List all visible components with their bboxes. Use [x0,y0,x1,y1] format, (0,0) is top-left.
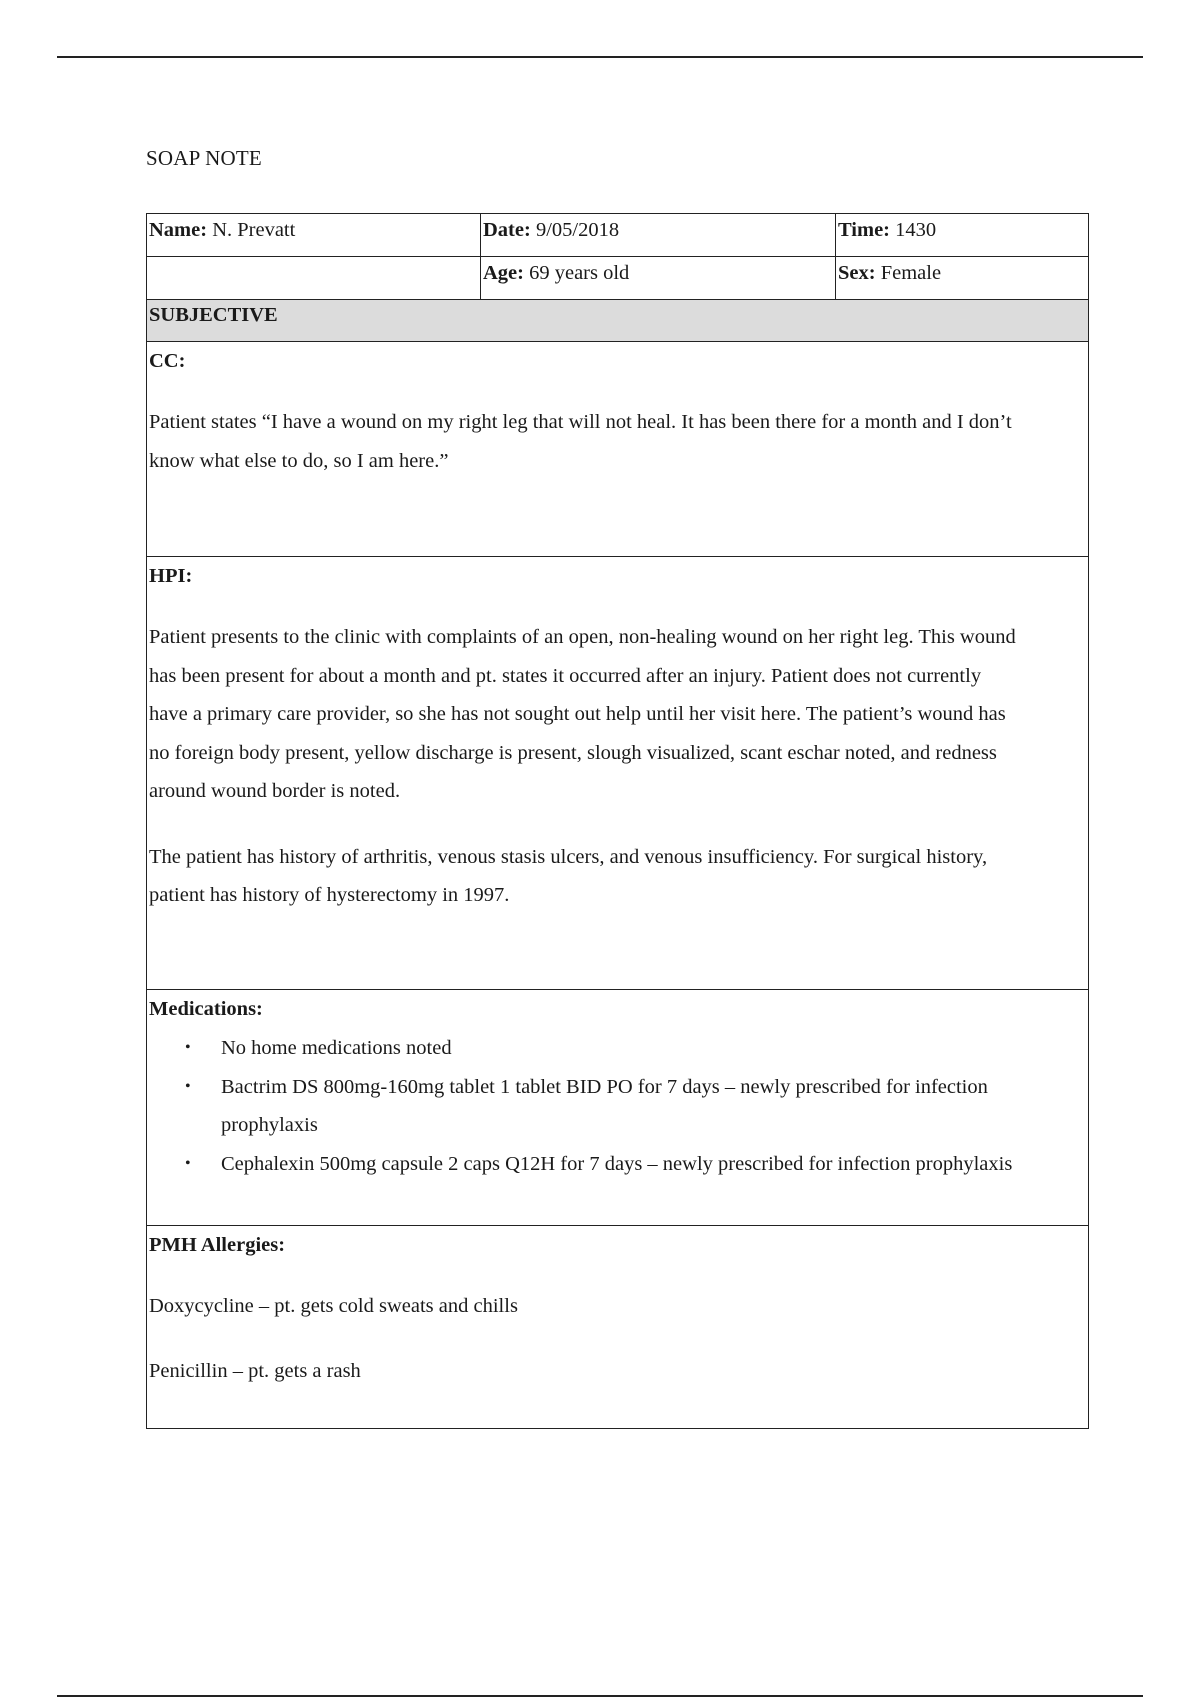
hpi-paragraph-2 [149,838,1086,915]
age-label: Age: [483,262,524,284]
name-label: Name: [149,219,208,241]
cc-line: know what else to do, so I am here.” [149,449,449,472]
pmh-allergies-label: PMH Allergies: [149,1234,286,1256]
header-row-1 [147,214,1089,257]
bullet-icon: • [185,1077,191,1095]
hpi-paragraph-1 [149,618,1086,811]
time-cell [836,214,1089,257]
cc-text [149,403,1086,480]
date-label: Date: [483,219,531,241]
hpi-line: have a primary care provider, so she has not sought out help until her visit here. The patient’s wound has [149,703,1006,725]
cc-line: Patient states “I have a wound on my right leg that will not heal. It has been there for a month and I don’t [149,411,1012,433]
time-label: Time: [838,219,891,241]
sex-value: Female [880,262,942,284]
hpi-row [147,557,1089,990]
medications-cell [147,990,1089,1226]
medication-line: Bactrim DS 800mg-160mg tablet 1 tablet BID PO for 7 days – newly prescribed for infection [221,1075,988,1098]
header-rule [57,56,1143,58]
document-title: SOAP NOTE [146,146,262,170]
sex-label: Sex: [838,262,876,284]
name-value: N. Prevatt [212,219,296,241]
empty-cell [147,257,481,300]
date-value: 9/05/2018 [535,219,620,241]
medications-list [149,1029,1086,1183]
sex-cell [836,257,1089,300]
time-value: 1430 [895,219,937,241]
bullet-icon: • [185,1039,191,1056]
medications-label: Medications: [149,998,263,1020]
hpi-cell [147,557,1089,990]
footer-rule [57,1695,1143,1697]
hpi-line: Patient presents to the clinic with complaints of an open, non-healing wound on her right leg. This wound [149,626,1016,648]
hpi-line: around wound border is noted. [149,780,401,802]
medication-line: Cephalexin 500mg capsule 2 caps Q12H for 7 days – newly prescribed for infection prophylaxis [221,1152,1013,1175]
hpi-line: The patient has history of arthritis, venous stasis ulcers, and venous insufficiency. For surgical history, [149,845,988,868]
pmh-allergies-cell [147,1226,1089,1429]
hpi-line: no foreign body present, yellow discharge is present, slough visualized, scant eschar noted, and redness [149,741,997,764]
subjective-row [147,300,1089,342]
name-cell [147,214,481,257]
cc-label: CC: [149,350,186,372]
header-row-2 [147,257,1089,300]
hpi-label: HPI: [149,565,193,587]
date-cell [481,214,836,257]
medications-row [147,990,1089,1226]
age-cell [481,257,836,300]
list-item [185,1068,1086,1145]
list-item [185,1029,1086,1068]
allergy-item: Penicillin – pt. gets a rash [149,1359,361,1382]
list-item [185,1145,1086,1184]
medication-line: No home medications noted [221,1037,452,1059]
cc-cell [147,342,1089,557]
subjective-heading: SUBJECTIVE [147,300,1089,342]
soap-table [146,213,1089,1429]
age-value: 69 years old [529,262,630,284]
pmh-allergies-row [147,1226,1089,1429]
bullet-icon: • [185,1154,191,1172]
hpi-line: has been present for about a month and pt. states it occurred after an injury. Patient does not currently [149,664,982,687]
hpi-line: patient has history of hysterectomy in 1997. [149,884,510,906]
medication-line: prophylaxis [221,1114,318,1136]
cc-row [147,342,1089,557]
allergy-item: Doxycycline – pt. gets cold sweats and chills [149,1295,518,1317]
